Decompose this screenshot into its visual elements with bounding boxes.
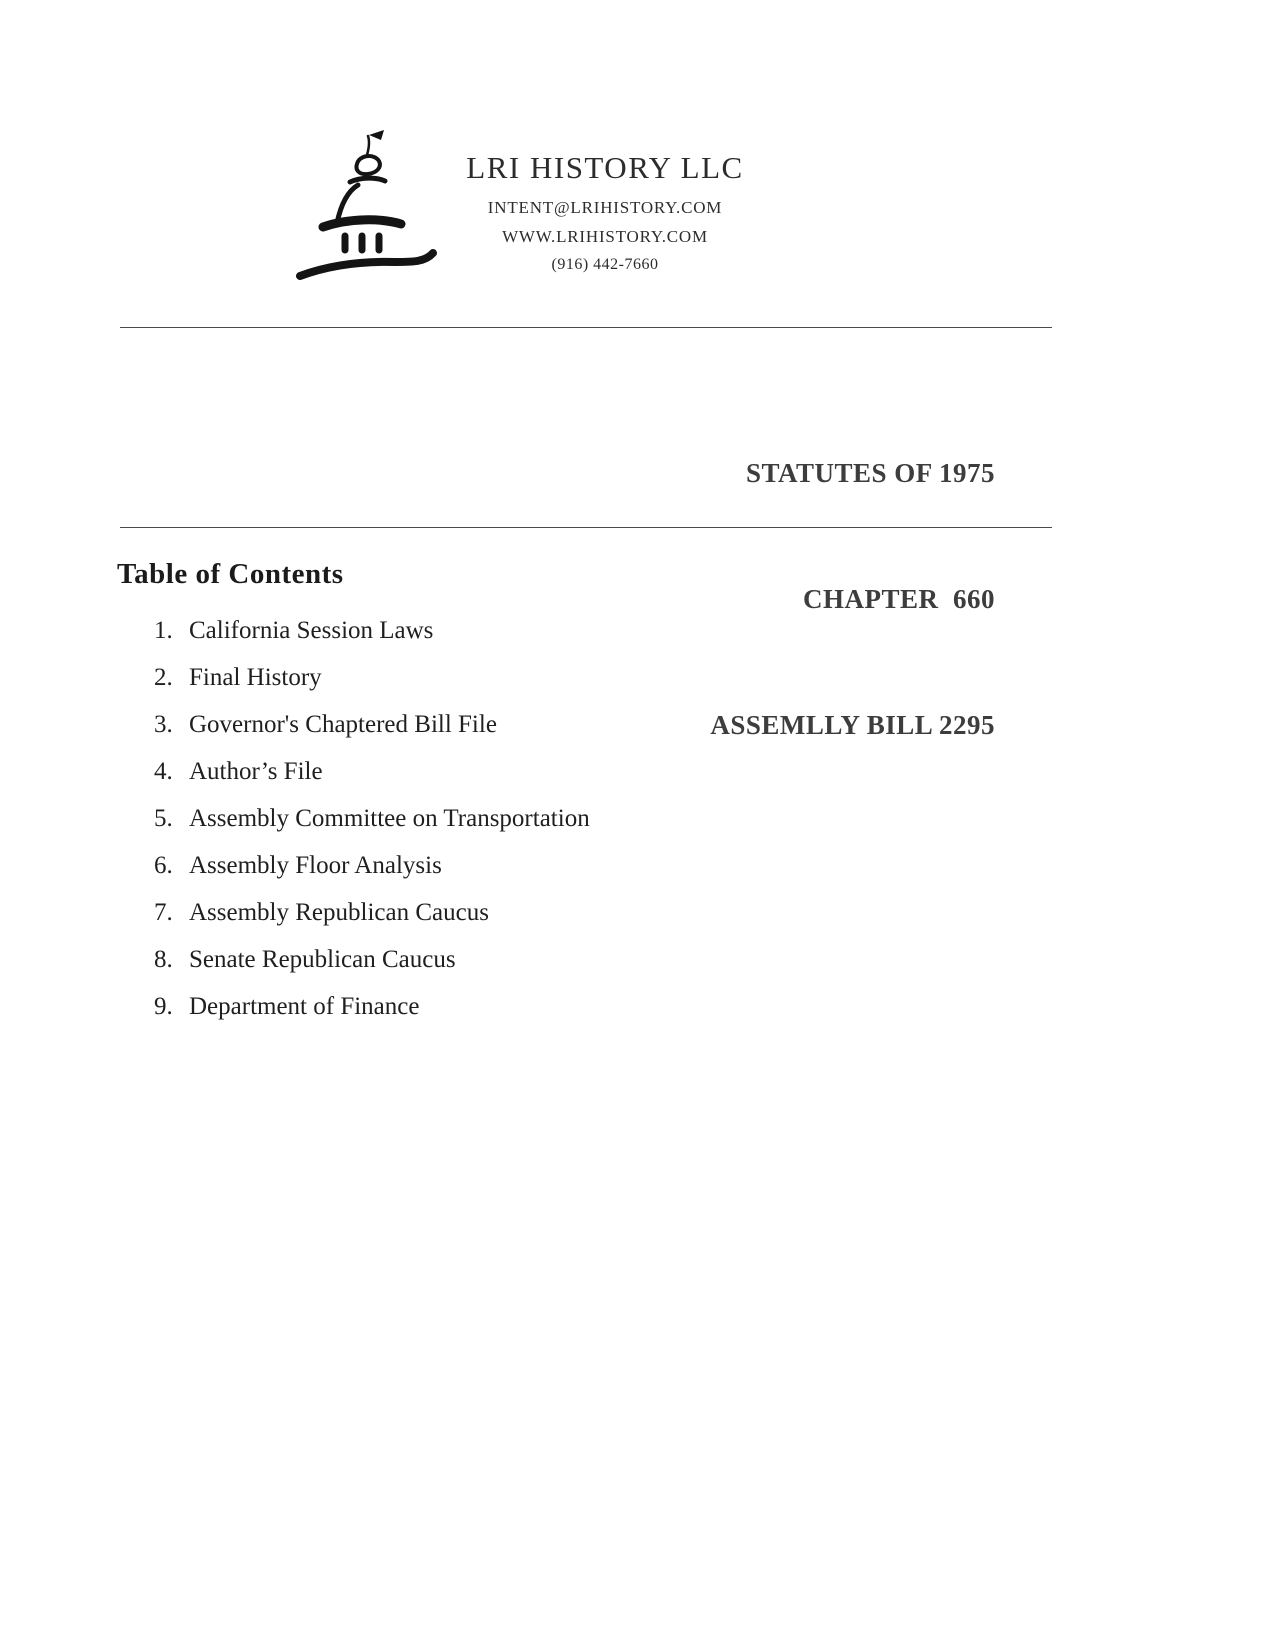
toc-item: 7. Assembly Republican Caucus [179, 900, 879, 925]
divider-top [120, 327, 1052, 328]
toc-item: 3. Governor's Chaptered Bill File [179, 712, 879, 737]
company-email: INTENT@LRIHISTORY.COM [487, 198, 723, 217]
toc-item: 5. Assembly Committee on Transportation [179, 806, 879, 831]
toc-item: 4. Author’s File [179, 759, 879, 784]
company-website: WWW.LRIHISTORY.COM [502, 227, 708, 246]
statutes-line-2: CHAPTER 660 [802, 584, 995, 614]
company-name: LRI HISTORY LLC [466, 150, 744, 185]
contact-block [450, 150, 760, 274]
divider-bottom [120, 527, 1052, 528]
statutes-line-3: ASSEMLLY BILL 2295 [710, 710, 995, 740]
toc-item: 9. Department of Finance [179, 994, 879, 1019]
toc-title: Table of Contents [117, 558, 344, 590]
toc-item: 2. Final History [179, 665, 879, 690]
letterhead [0, 0, 1276, 330]
toc-item: 8. Senate Republican Caucus [179, 947, 879, 972]
toc-item: 6. Assembly Floor Analysis [179, 853, 879, 878]
company-phone: (916) 442-7660 [551, 256, 659, 273]
statutes-line-1: STATUTES OF 1975 [745, 458, 995, 488]
capitol-building-icon [295, 128, 440, 288]
toc-item: 1. California Session Laws [179, 618, 879, 643]
toc-list [117, 618, 879, 1041]
